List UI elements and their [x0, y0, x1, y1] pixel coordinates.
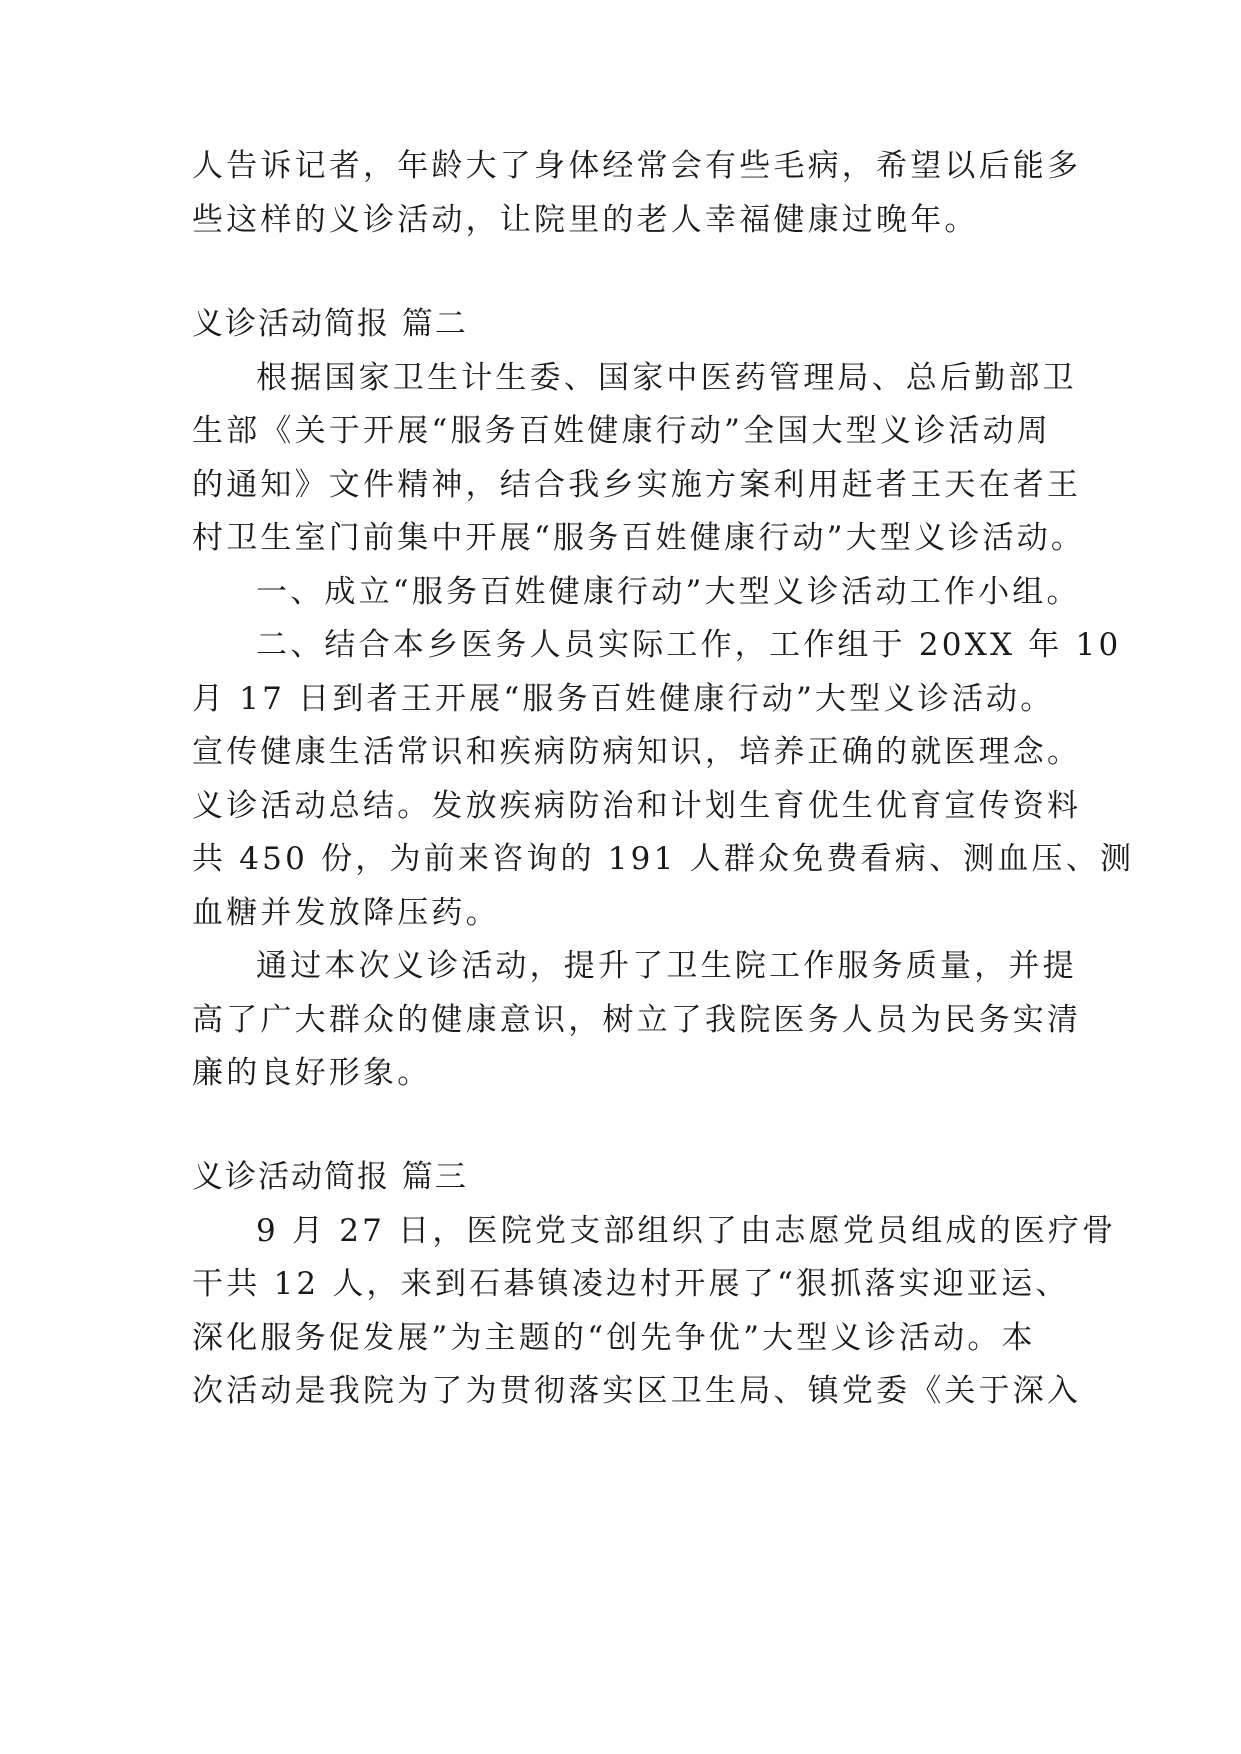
- paragraph-line: 村卫生室门前集中开展“服务百姓健康行动”大型义诊活动。: [192, 520, 1086, 556]
- section-heading: 义诊活动简报 篇三: [192, 1159, 468, 1195]
- paragraph-line: 共 450 份，为前来咨询的 191 人群众免费看病、测血压、测: [192, 841, 1135, 877]
- paragraph-line: 廉的良好形象。: [192, 1055, 432, 1091]
- paragraph-line: 通过本次义诊活动，提升了卫生院工作服务质量，并提: [256, 948, 1077, 984]
- paragraph-line: 深化服务促发展”为主题的“创先争优”大型义诊活动。本: [192, 1320, 1036, 1356]
- paragraph-line: 的通知》文件精神，结合我乡实施方案利用赶者王天在者王: [192, 467, 1082, 503]
- paragraph-line: 根据国家卫生计生委、国家中医药管理局、总后勤部卫: [256, 360, 1077, 396]
- paragraph-line: 次活动是我院为了为贯彻落实区卫生局、镇党委《关于深入: [192, 1373, 1082, 1409]
- paragraph-line: 人告诉记者，年龄大了身体经常会有些毛病，希望以后能多: [192, 148, 1082, 184]
- paragraph-line: 二、结合本乡医务人员实际工作，工作组于 20XX 年 10: [256, 627, 1122, 663]
- section-heading: 义诊活动简报 篇二: [192, 306, 468, 342]
- paragraph-line: 高了广大群众的健康意识，树立了我院医务人员为民务实清: [192, 1002, 1082, 1038]
- paragraph-line: 宣传健康生活常识和疾病防病知识，培养正确的就医理念。: [192, 734, 1082, 770]
- paragraph-line: 些这样的义诊活动，让院里的老人幸福健康过晚年。: [192, 202, 979, 238]
- paragraph-line: 月 17 日到者王开展“服务百姓健康行动”大型义诊活动。: [192, 681, 1055, 717]
- list-item: 一、成立“服务百姓健康行动”大型义诊活动工作小组。: [256, 574, 1081, 610]
- paragraph-line: 义诊活动总结。发放疾病防治和计划生育优生优育宣传资料: [192, 788, 1082, 824]
- paragraph-line: 干共 12 人，来到石碁镇凌边村开展了“狠抓落实迎亚运、: [192, 1266, 1070, 1302]
- paragraph-line: 血糖并发放降压药。: [192, 895, 500, 931]
- paragraph-line: 9 月 27 日，医院党支部组织了由志愿党员组成的医疗骨: [256, 1213, 1117, 1249]
- paragraph-line: 生部《关于开展“服务百姓健康行动”全国大型义诊活动周: [192, 413, 1051, 449]
